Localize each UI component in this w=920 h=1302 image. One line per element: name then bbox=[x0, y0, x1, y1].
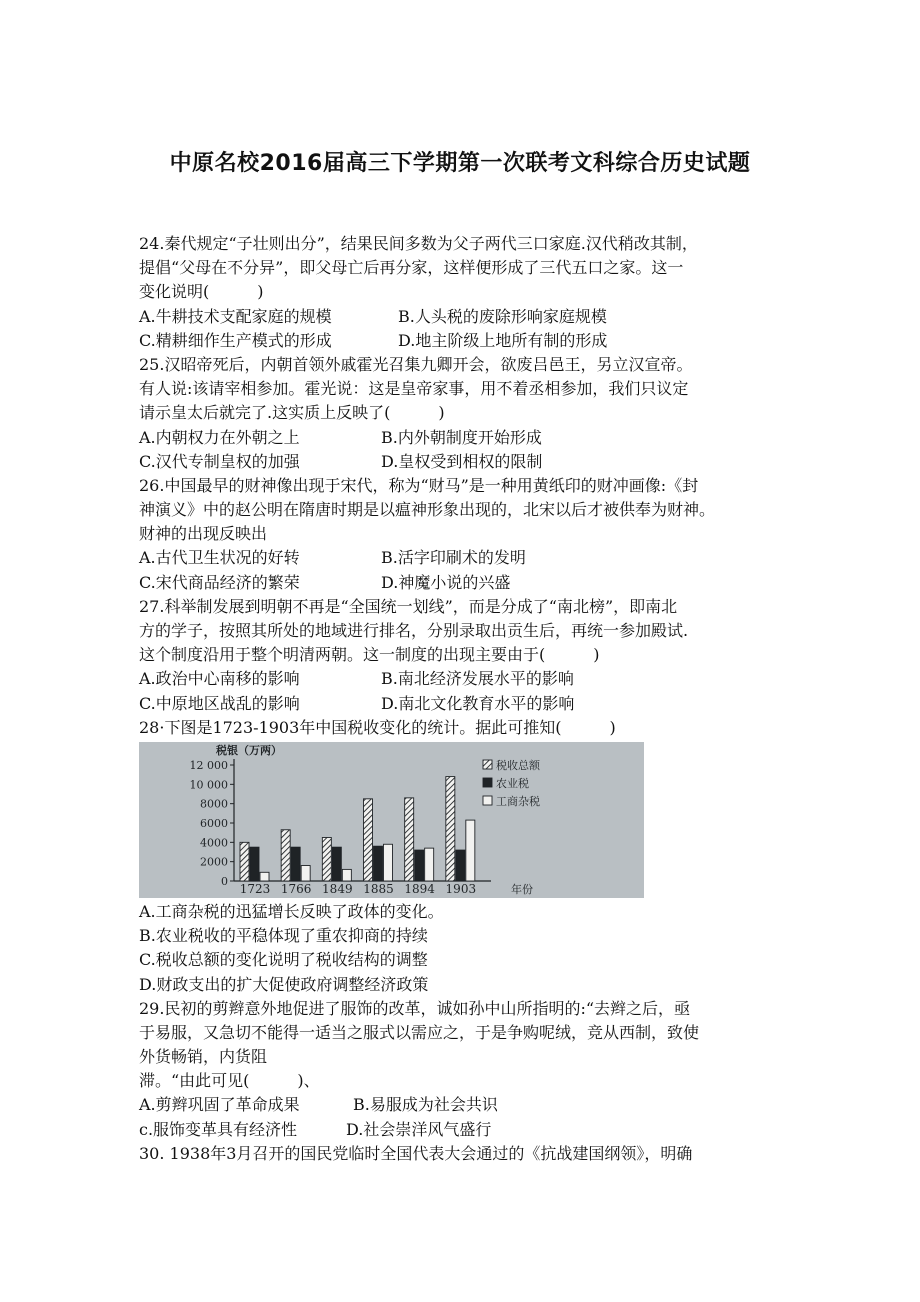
option-d: D.神魔小说的兴盛 bbox=[381, 572, 511, 592]
legend-label: 税收总额 bbox=[496, 758, 540, 772]
option-c: c.服饰变革具有经济性 bbox=[139, 1119, 298, 1139]
question-text: 滞。“由此可见( )、 bbox=[139, 1071, 320, 1091]
question-25 bbox=[139, 353, 784, 474]
legend-swatch bbox=[483, 796, 492, 805]
option-b: B.南北经济发展水平的影响 bbox=[381, 669, 574, 689]
question-29 bbox=[139, 997, 784, 1142]
option-row bbox=[139, 692, 784, 716]
bar-税收总额 bbox=[364, 799, 373, 881]
option-row bbox=[139, 329, 784, 353]
tax-chart-svg bbox=[139, 742, 644, 898]
question-text: 这个制度沿用于整个明清两朝。这一制度的出现主要由于( ) bbox=[139, 645, 600, 665]
option-a: A.古代卫生状况的好转 bbox=[139, 548, 300, 568]
question-text: 财神的出现反映出 bbox=[139, 524, 268, 544]
bar-工商杂税 bbox=[301, 865, 310, 880]
bar-税收总额 bbox=[322, 837, 331, 881]
question-text: 29.民初的剪辫意外地促进了服饰的改革，诚如孙中山所指明的:“去辫之后，亟 bbox=[139, 998, 691, 1018]
option-row bbox=[139, 305, 784, 329]
x-tick-label: 1766 bbox=[280, 881, 312, 896]
option-c: C.宋代商品经济的繁荣 bbox=[139, 572, 300, 592]
option-a: A.工商杂税的迅猛增长反映了政体的变化。 bbox=[139, 901, 444, 921]
question-text: 外货畅销，内货阻 bbox=[139, 1047, 268, 1067]
y-tick-label: 6000 bbox=[200, 816, 228, 830]
option-c: C.精耕细作生产模式的形成 bbox=[139, 330, 332, 350]
question-text: 于易服，又急切不能得一适当之服式以需应之，于是争购呢绒，竞从西制，致使 bbox=[139, 1022, 700, 1042]
y-tick-label: 12 000 bbox=[189, 758, 228, 772]
option-d: D.财政支出的扩大促使政府调整经济政策 bbox=[139, 974, 429, 994]
option-b: B.内外朝制度开始形成 bbox=[381, 427, 542, 447]
bar-工商杂税 bbox=[342, 869, 351, 881]
question-text: 24.秦代规定“子壮则出分”，结果民间多数为父子两代三口家庭.汉代稍改其制， bbox=[139, 234, 698, 253]
option-row bbox=[139, 426, 784, 450]
question-28 bbox=[139, 716, 784, 997]
question-text: 有人说:该请宰相参加。霍光说：这是皇帝家事，用不着丞相参加，我们只议定 bbox=[139, 379, 689, 399]
y-tick-label: 10 000 bbox=[189, 778, 228, 792]
question-text: 28·下图是1723-1903年中国税收变化的统计。据此可推知( ) bbox=[139, 717, 616, 737]
option-row bbox=[139, 667, 784, 691]
option-a: A.政治中心南移的影响 bbox=[139, 669, 300, 689]
option-row bbox=[139, 1093, 784, 1117]
bar-农业税 bbox=[415, 850, 424, 881]
tax-chart bbox=[139, 742, 644, 898]
question-list bbox=[139, 232, 784, 1166]
x-tick-label: 1885 bbox=[363, 881, 394, 896]
x-tick-label: 1903 bbox=[445, 881, 477, 896]
bar-农业税 bbox=[332, 847, 341, 881]
option-row bbox=[139, 450, 784, 474]
option-row bbox=[139, 571, 784, 595]
option-c: C.税收总额的变化说明了税收结构的调整 bbox=[139, 950, 428, 970]
question-24 bbox=[139, 232, 784, 353]
question-27 bbox=[139, 595, 784, 716]
option-row bbox=[139, 546, 784, 570]
question-text: 26.中国最早的财神像出现于宋代，称为“财马”是一种用黄纸印的财冲画像:《封 bbox=[139, 475, 699, 495]
legend-swatch bbox=[483, 760, 492, 769]
question-30 bbox=[139, 1142, 784, 1166]
option-c: C.中原地区战乱的影响 bbox=[139, 693, 300, 713]
y-tick-label: 2000 bbox=[200, 855, 228, 869]
question-text: 提倡“父母在不分异”，即父母亡后再分家，这样便形成了三代五口之家。这一 bbox=[139, 258, 684, 278]
bar-农业税 bbox=[374, 846, 383, 881]
y-axis-label: 税银（万两） bbox=[216, 743, 282, 757]
x-tick-label: 1894 bbox=[404, 881, 435, 896]
bar-税收总额 bbox=[405, 798, 414, 881]
bar-税收总额 bbox=[281, 830, 290, 881]
option-b: B.活字印刷术的发明 bbox=[381, 548, 526, 568]
option-d: D.南北文化教育水平的影响 bbox=[381, 693, 575, 713]
question-26 bbox=[139, 474, 784, 595]
option-c: C.汉代专制皇权的加强 bbox=[139, 451, 300, 471]
question-text: 25.汉昭帝死后，内朝首领外戚霍光召集九卿开会，欲废吕邑王，另立汉宣帝。 bbox=[139, 354, 693, 374]
option-a: A.牛耕技术支配家庭的规模 bbox=[139, 306, 332, 326]
bar-工商杂税 bbox=[425, 848, 434, 881]
bar-工商杂税 bbox=[466, 820, 475, 881]
x-tick-label: 1723 bbox=[239, 881, 271, 896]
question-text: 27.科举制发展到明朝不再是“全国统一划线”，而是分成了“南北榜”，即南北 bbox=[139, 596, 678, 616]
question-text: 神演义》中的赵公明在隋唐时期是以瘟神形象出现的，北宋以后才被供奉为财神。 bbox=[139, 500, 716, 520]
legend-swatch bbox=[483, 778, 492, 787]
option-b: B.易服成为社会共识 bbox=[353, 1095, 498, 1115]
bar-工商杂税 bbox=[260, 872, 269, 881]
option-d: D.社会崇洋风气盛行 bbox=[346, 1119, 492, 1139]
option-a: A.内朝权力在外朝之上 bbox=[139, 427, 300, 447]
option-d: D.皇权受到相权的限制 bbox=[381, 451, 543, 471]
x-tick-label: 1849 bbox=[322, 881, 353, 896]
option-row bbox=[139, 1118, 784, 1142]
bar-农业税 bbox=[250, 847, 259, 881]
bar-工商杂税 bbox=[384, 844, 393, 881]
bar-税收总额 bbox=[240, 842, 249, 881]
option-b: B.人头税的废除形响家庭规模 bbox=[398, 306, 607, 326]
bar-税收总额 bbox=[446, 777, 455, 881]
page-title: 中原名校2016届高三下学期第一次联考文科综合历史试题 bbox=[169, 151, 751, 176]
y-tick-label: 0 bbox=[221, 874, 228, 888]
legend-label: 农业税 bbox=[496, 776, 529, 790]
question-text: 30. 1938年3月召开的国民党临时全国代表大会通过的《抗战建国纲领》，明确 bbox=[139, 1143, 693, 1163]
question-text: 变化说明( ) bbox=[139, 282, 264, 302]
option-d: D.地主阶级上地所有制的形成 bbox=[398, 330, 608, 350]
question-text: 请示皇太后就完了.这实质上反映了( ) bbox=[139, 403, 445, 423]
option-b: B.农业税收的平稳体现了重农抑商的持续 bbox=[139, 926, 428, 946]
legend-label: 工商杂税 bbox=[496, 794, 540, 808]
option-a: A.剪辫巩固了革命成果 bbox=[139, 1095, 300, 1115]
y-tick-label: 8000 bbox=[200, 797, 228, 811]
x-axis-label: 年份 bbox=[511, 882, 533, 896]
question-text: 方的学子，按照其所处的地域进行排名，分别录取出贡生后，再统一参加殿试. bbox=[139, 621, 689, 640]
bar-农业税 bbox=[291, 847, 300, 881]
bar-农业税 bbox=[456, 850, 465, 881]
y-tick-label: 4000 bbox=[200, 836, 228, 850]
